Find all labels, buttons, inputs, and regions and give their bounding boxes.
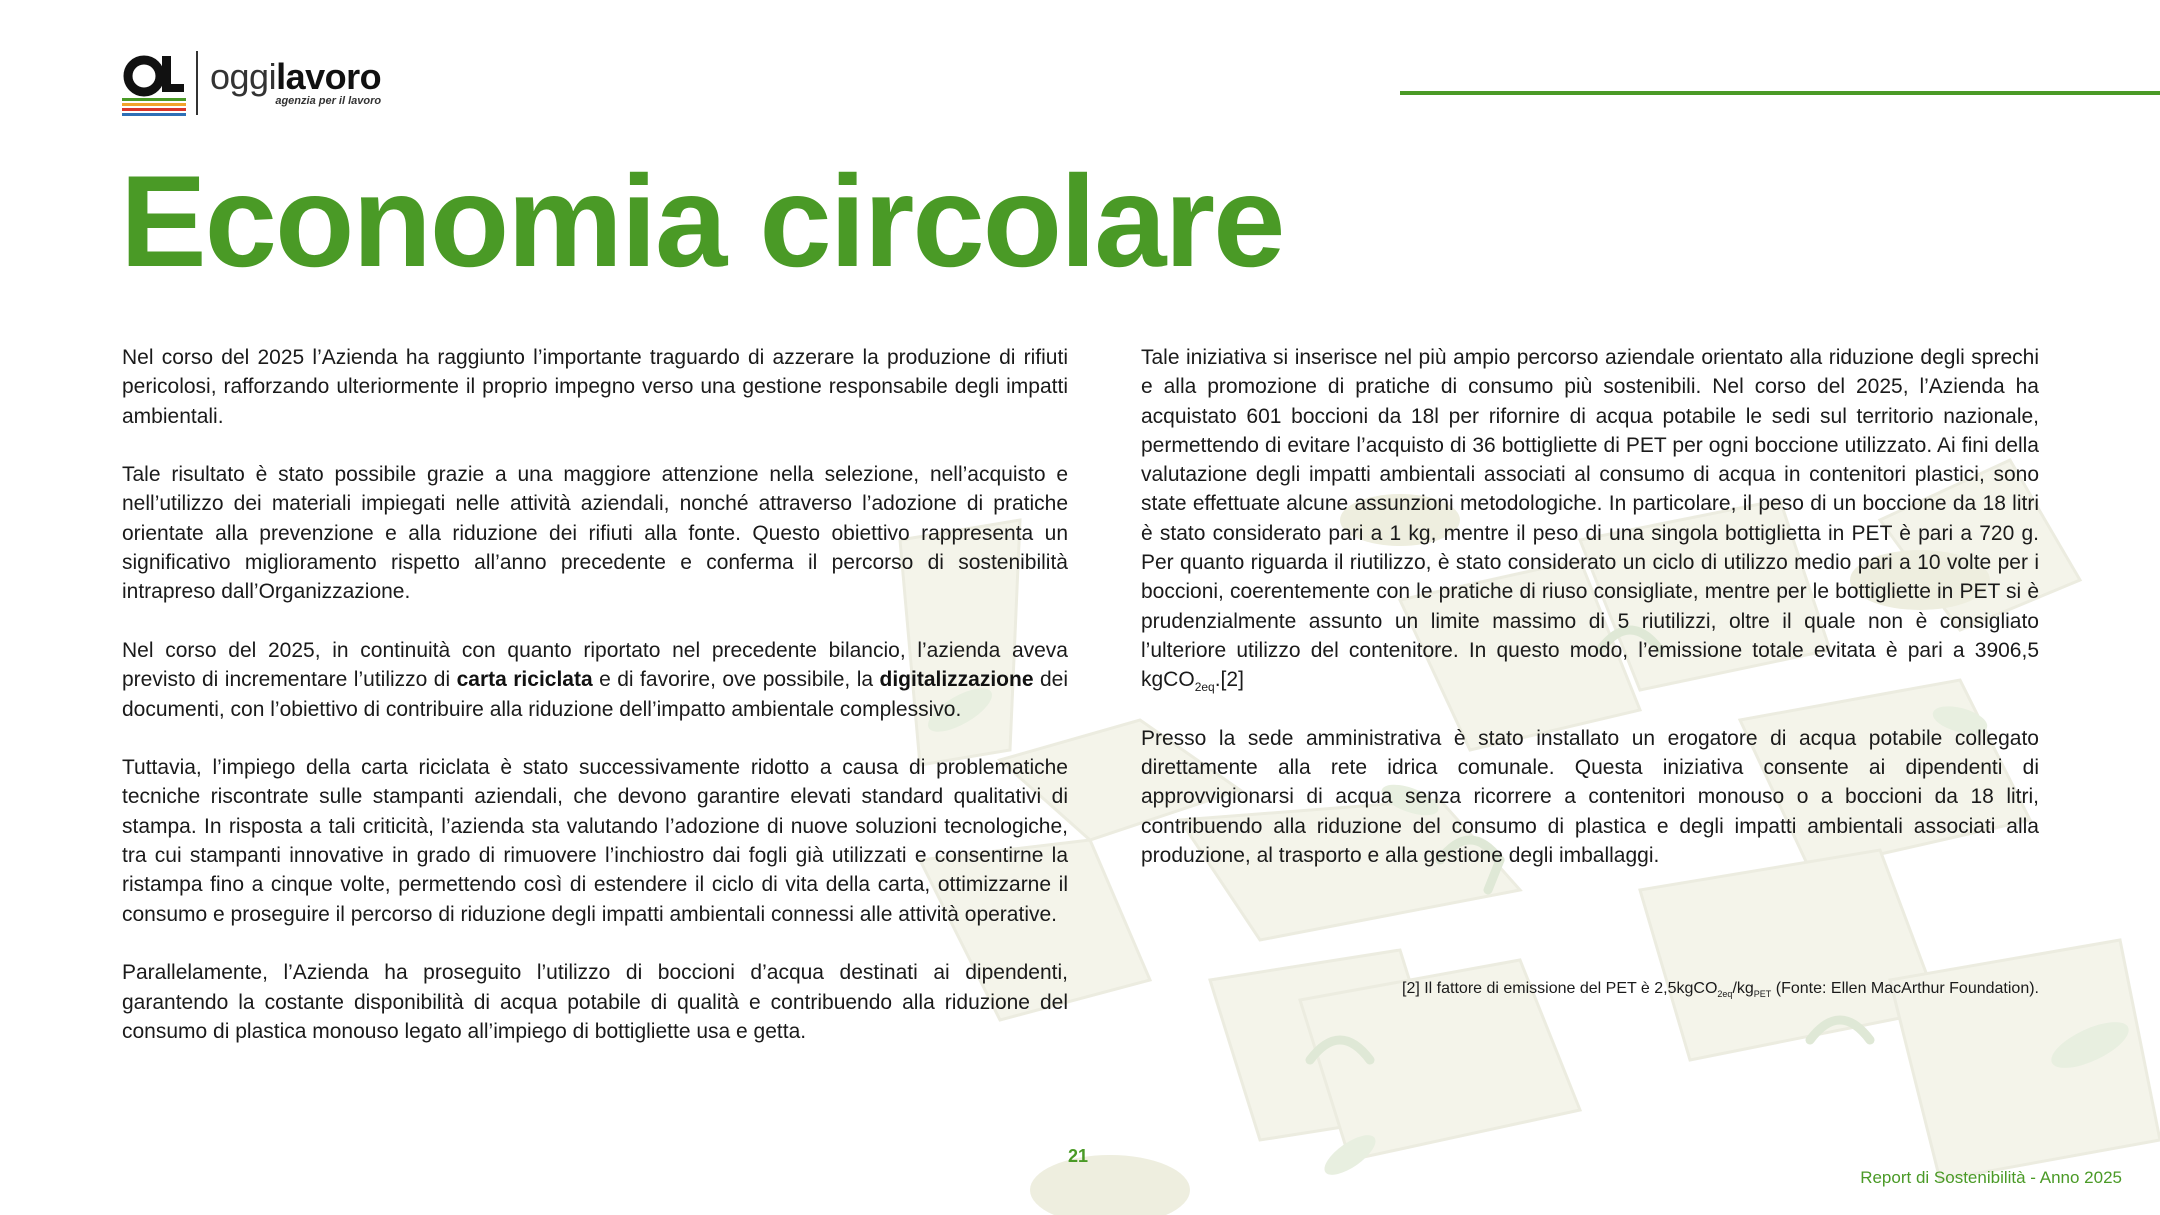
company-logo[interactable] [122, 50, 381, 116]
page-number: 21 [1067, 1146, 1089, 1166]
paragraph: Presso la sede amministrativa è stato installato un erogatore di acqua potabile collegato direttamente alla rete idrica comunale. Questa iniziativa consente ai dipendenti di approvvigionarsi di acqua senza ricorrere a contenitori monouso o a boccioni da 18 litri, contribuendo alla riduzione del consumo di plastica e degli impatti ambientali associati alla produzione, al trasporto e alla gestione degli imballaggi. [1141, 726, 2039, 868]
paragraph: Nel corso del 2025 l’Azienda ha raggiunto l’importante traguardo di azzerare la produzione di rifiuti pericolosi, rafforzando ulteriormente il proprio impegno verso una gestione responsabile degli impatti ambientali. [122, 346, 1068, 428]
header-rule [1400, 91, 2160, 95]
logo-mark [122, 50, 190, 116]
logo-brand: oggilavoro [210, 56, 382, 97]
paragraph: Tuttavia, l’impiego della carta riciclata è stato successivamente ridotto a causa di problematiche tecniche riscontrate sulle stampanti aziendali, che devono garantire elevati standard qualitativi di stampa. In risposta a tali criticità, l’azienda sta valutando l’adozione di nuove soluzioni tecnologiche, tra cui stampanti innovative in grado di rimuovere l’inchiostro dai fogli già utilizzati e consentirne la ristampa fino a cinque volte, permettendo così di estendere il ciclo di vita della carta, ottimizzarne il consumo e proseguire il percorso di riduzione degli impatti ambientali connessi alle attività operative. [122, 756, 1068, 926]
paragraph: Tale iniziativa si inserisce nel più ampio percorso aziendale orientato alla riduzione degli sprechi e alla promozione di pratiche di consumo più sostenibili. Nel corso del 2025, l’Azienda ha acquistato 601 boccioni da 18l per rifornire di acqua potabile le sedi sul territorio nazionale, permettendo di evitare l’acquisto di 36 bottigliette di PET per ogni boccione utilizzato. Ai fini della valutazione degli impatti ambientali associati al consumo di acqua in contenitori plastici, sono state effettuate alcune assunzioni metodologiche. In particolare, il peso di un boccione da 18 litri è stato considerato pari a 1 kg, mentre il peso di una singola bottiglietta in PET è pari a 720 g. Per quanto riguarda il riutilizzo, è stato considerato un ciclo di utilizzo medio pari a 10 volte per i boccioni, coerentemente con le pratiche di riuso consigliate, mentre per le bottigliette in PET si è prudenzialmente assunto un limite massimo di 5 riutilizzi, oltre il quale non è consigliato l’ulteriore utilizzo del contenitore. In questo modo, l’emissione totale evitata è pari a 3906,5 kgCO$_{2eq}$.[2] [1141, 346, 2039, 695]
page-title: Economia circolare [120, 148, 1284, 294]
bold-term: digitalizzazione [879, 668, 1034, 692]
footer-title: Report di Sostenibilità - Anno 2025 [1860, 1168, 2122, 1187]
bold-term: carta riciclata [456, 668, 593, 692]
logo-wordmark [210, 56, 382, 107]
logo-tagline: agenzia per il lavoro [275, 95, 382, 107]
paragraph: Tale risultato è stato possibile grazie a una maggiore attenzione nella selezione, nell’acquisto e nell’utilizzo dei materiali impiegati nelle attività aziendali, nonché attraverso l’adozione di pratiche orientate alla prevenzione e alla riduzione dei rifiuti alla fonte. Questo obiettivo rappresenta un significativo miglioramento rispetto all’anno precedente e conferma il percorso di sostenibilità intrapreso dall’Organizzazione. [122, 463, 1068, 604]
logo-mark-graphic [122, 50, 190, 116]
paragraph: Nel corso del 2025, in continuità con quanto riportato nel precedente bilancio, l’azienda aveva previsto di incrementare l’utilizzo di carta riciclata e di favorire, ove possibile, la digitalizzazione dei documenti, con l’obiettivo di contribuire alla riduzione dell’impatto ambientale complessivo. [122, 638, 1068, 721]
logo-divider [196, 51, 198, 115]
left-column [122, 343, 1068, 1075]
footnote: [2] Il fattore di emissione del PET è $2,5kgCO_{2eq}/kg_{PET}$ (Fonte: Ellen MacArthur Foundation). [1402, 980, 2039, 1000]
paragraph: Parallelamente, l’Azienda ha proseguito l’utilizzo di boccioni d’acqua destinati ai dipendenti, garantendo la costante disponibilità di acqua potabile di qualità e contribuendo alla riduzione del consumo di plastica monouso legato all’impiego di bottigliette usa e getta. [122, 961, 1068, 1043]
right-column [1141, 343, 2039, 900]
